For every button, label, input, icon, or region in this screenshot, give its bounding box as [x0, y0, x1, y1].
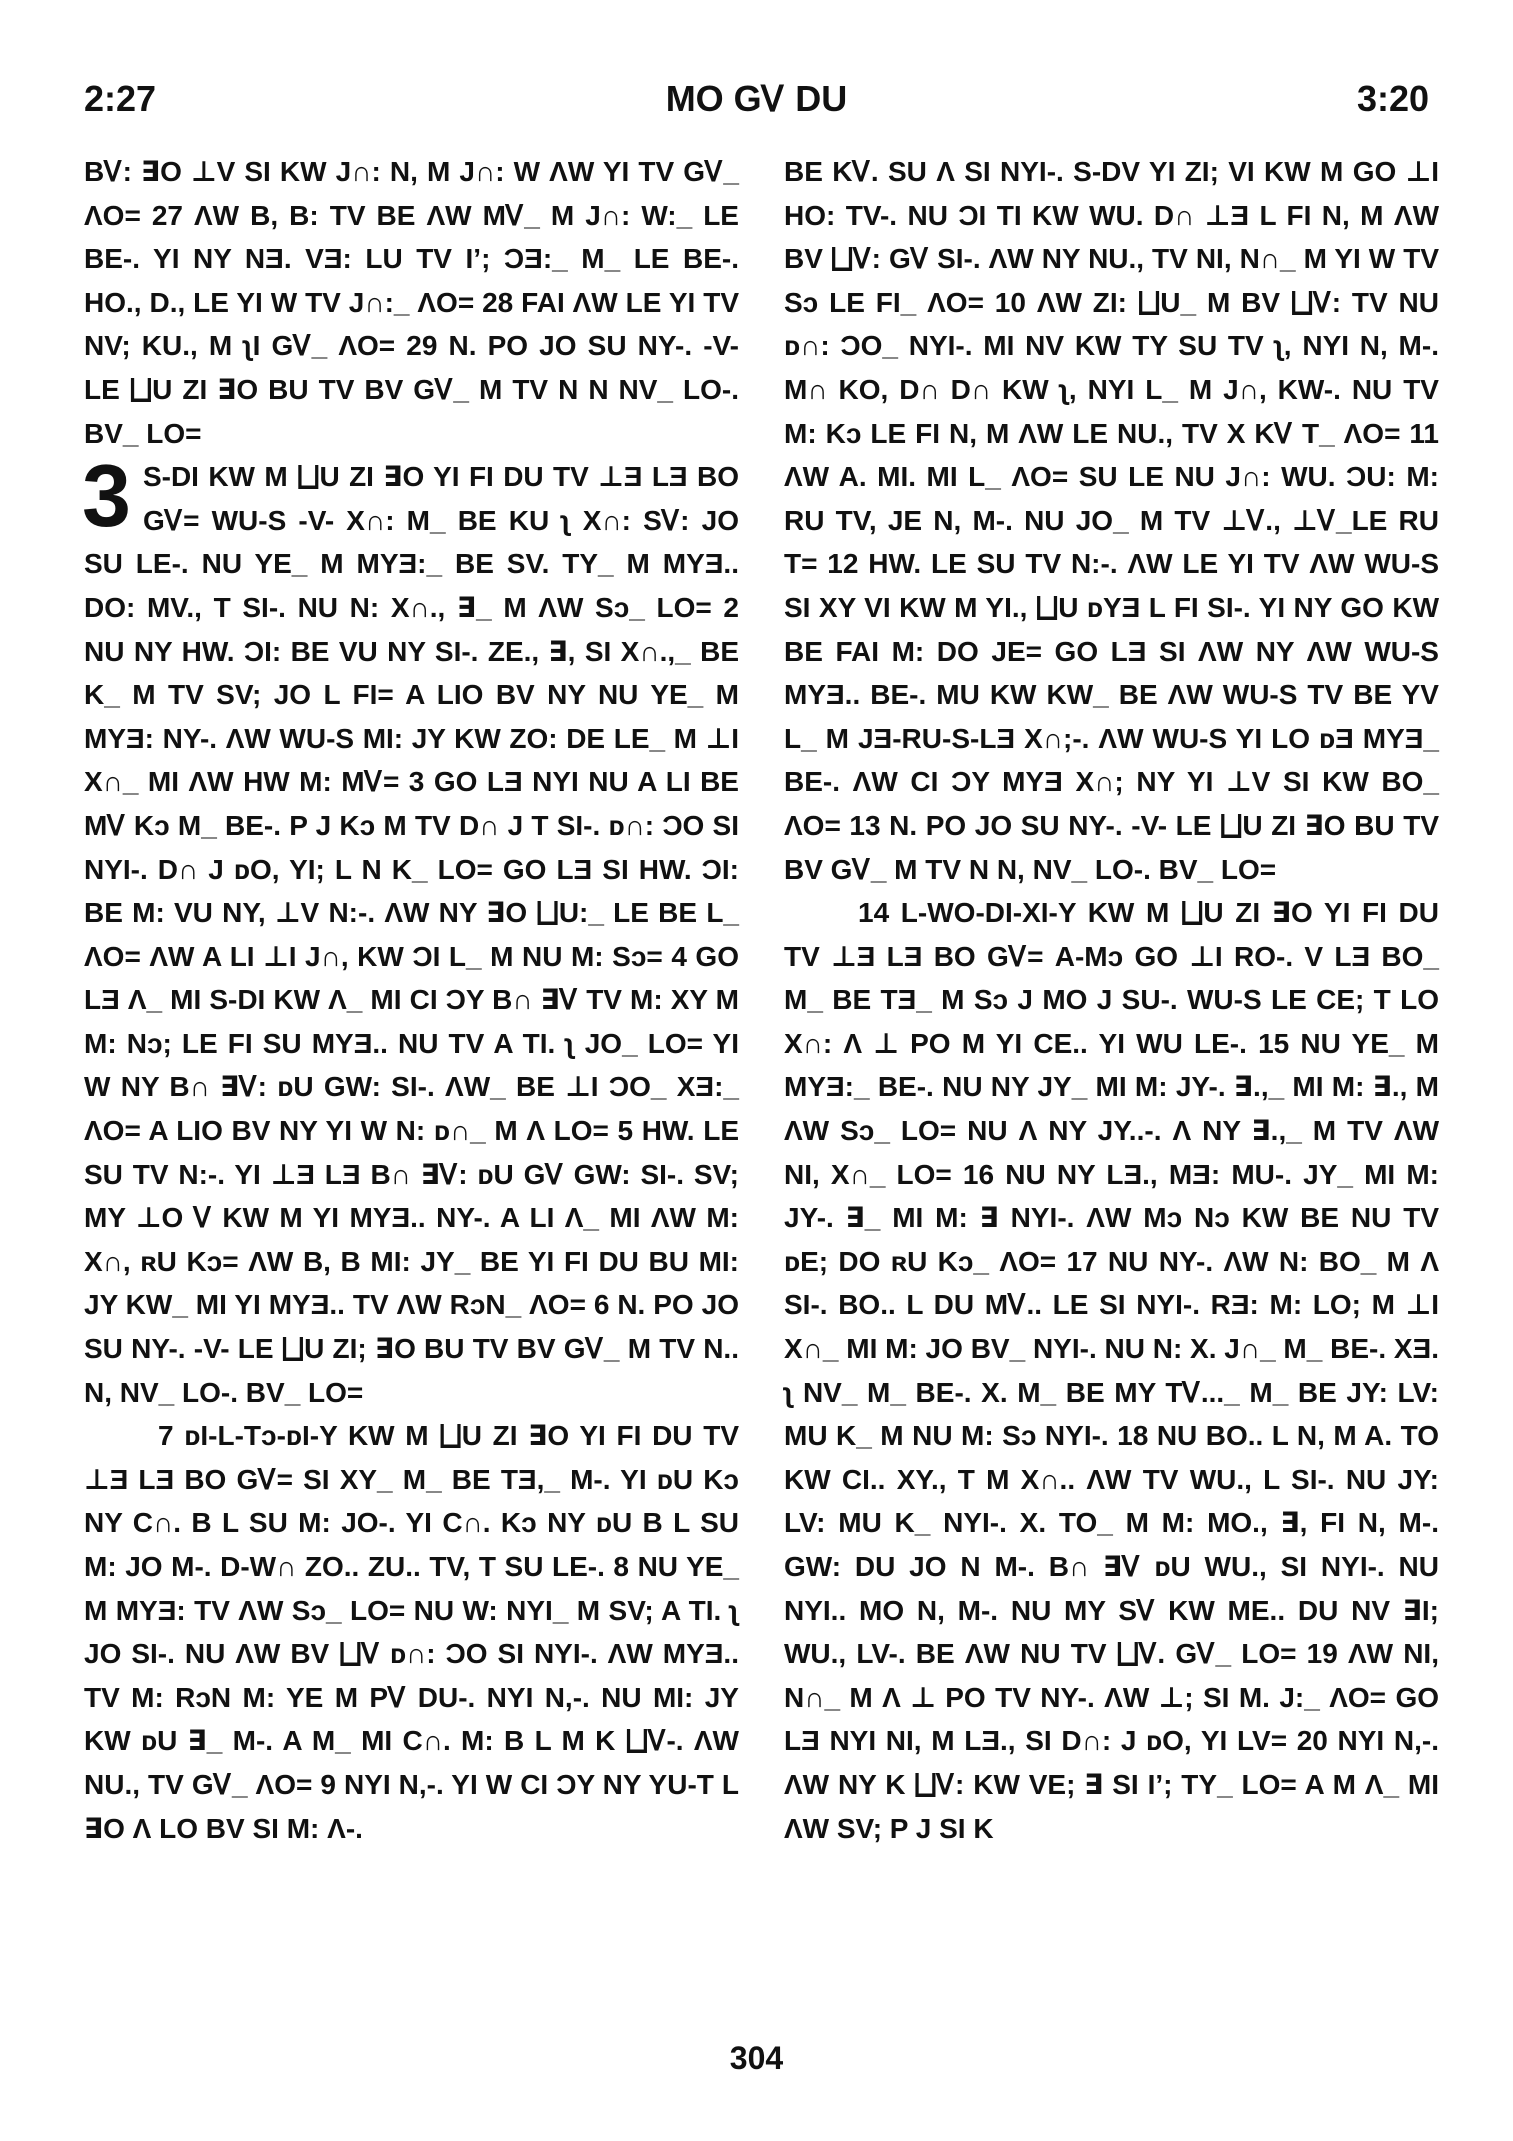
- paragraph: BᏙ: ∃O ⊥V SI KW J∩: N, M J∩: W ΛW YI TV GᏙ_ ΛO= 27 ΛW B, B: TV BE ΛW MᏙ_ M J∩: W:_ LE BE-. YI NY NƎ. VƎ: LU TV Iʼ; ƆƎ:_ M_ LE BE-. HO., D., LE YI W TV J∩:_ ΛO= 28 FAI ΛW LE YI TV NV; KU., M ʅI GᏙ_ ΛO= 29 N. PO JO SU NY-. -V- LE ⨆U ZI ∃O BU TV BV GᏙ_ M TV N N NV_ LO-. BV_ LO=: [84, 156, 739, 449]
- paragraph: 14 L-WO-DI-XI-Y KW M ⨆U ZI ∃O YI FI DU TV ⊥Ǝ LƎ BO GᏙ= A-Mɔ GO ⊥I RO-. V LƎ BO_ M_ BE TƎ_ M Sɔ J MO J SU-. WU-S LE CE; T LO X∩: Λ ⊥ PO M YI CE.. YI WU LE-. 15 NU YE_ M MYƎ:_ BE-. NU NY JY_ MI M: JY-. ∃.,_ MI M: ∃., M ΛW Sɔ_ LO= NU Λ NY JY..-. Λ NY ∃.,_ M TV ΛW NI, X∩_ LO= 16 NU NY LƎ., MƎ: MU-. JY_ MI M: JY-. ∃_ MI M: ∃ NYI-. ΛW Mɔ Nɔ KW BE NU TV ᴅE; DO ʀU Kɔ_ ΛO= 17 NU NY-. ΛW N: BO_ M Λ SI-. BO.. L DU MᏙ.. LE SI NYI-. RƎ: M: LO; M ⊥I X∩_ MI M: JO BV_ NYI-. NU N: X. J∩_ M_ BE-. XƎ. ʅ NV_ M_ BE-. X. M_ BE MY TᏙ..._ M_ BE JY: LV: MU K_ M NU M: Sɔ NYI-. 18 NU BO.. L N, M A. TO KW CI.. XY., T M X∩.. ΛW TV WU., L SI-. NU JY: LV: MU K_ NYI-. X. TO_ M M: MO., ∃, FI N, M-. GW: DU JO N M-. B∩ ∃Ꮩ ᴅU WU., SI NYI-. NU NYI.. MO N, M-. NU MY SᏙ KW ME.. DU NV ∃I; WU., LV-. BE ΛW NU TV ⨆Ꮩ. GᏙ_ LO= 19 ΛW NI, N∩_ M Λ ⊥ PO TV NY-. ΛW ⊥; SI M. J:_ ΛO= GO LƎ NYI NI, M LƎ., SI D∩: J ᴅO, YI LV= 20 NYI N,-. ΛW NY K ⨆Ꮩ: KW VE; ∃ SI Iʼ; TY_ LO= A M Λ_ MI ΛW SV; P J SI K: [784, 897, 1440, 1844]
- book-title: MO GᏙ DU: [665, 78, 848, 119]
- paragraph: BE KᏙ. SU Λ SI NYI-. S-DV YI ZI; VI KW M GO ⊥I HO: TV-. NU ƆI TI KW WU. D∩ ⊥Ǝ L FI N, M ΛW BV ⨆Ꮩ: GᏙ SI-. ΛW NY NU., TV NI, N∩_ M YI W TV Sɔ LE FI_ ΛO= 10 ΛW ZI: ⨆U_ M BV ⨆Ꮩ: TV NU ᴅ∩: ƆO_ NYI-. MI NV KW TY SU TV ʅ, NYI N, M-. M∩ KO, D∩ D∩ KW ʅ, NYI L_ M J∩, KW-. NU TV M: Kɔ LE FI N, M ΛW LE NU., TV X KᏙ T_ ΛO= 11 ΛW A. MI. MI L_ ΛO= SU LE NU J∩: WU. ƆU: M: RU TV, JE N, M-. NU JO_ M TV ⊥Ꮩ., ⊥Ꮩ_LE RU T= 12 HW. LE SU TV N:-. ΛW LE YI TV ΛW WU-S SI XY VI KW M YI., ⨆U ᴅYƎ L FI SI-. YI NY GO KW BE FAI M: DO JE= GO LƎ SI ΛW NY ΛW WU-S MYƎ.. BE-. MU KW KW_ BE ΛW WU-S TV BE YV L_ M JƎ-RU-S-LƎ X∩;-. ΛW WU-S YI LO ᴅƎ MYƎ_ BE-. ΛW CI ƆY MYƎ X∩; NY YI ⊥V SI KW BO_ ΛO= 13 N. PO JO SU NY-. -V- LE ⨆U ZI ∃O BU TV BV GᏙ_ M TV N N, NV_ LO-. BV_ LO=: [784, 156, 1439, 885]
- page-number: 304: [729, 2040, 784, 2076]
- paragraph: 7 ᴅI-L-Tɔ-ᴅI-Y KW M ⨆U ZI ∃O YI FI DU TV ⊥Ǝ LƎ BO GᏙ= SI XY_ M_ BE TƎ,_ M-. YI ᴅU Kɔ NY C∩. B L SU M: JO-. YI C∩. Kɔ NY ᴅU B L SU M: JO M-. D-W∩ ZO.. ZU.. TV, T SU LE-. 8 NU YE_ M MYƎ: TV ΛW Sɔ_ LO= NU W: NYI_ M SV; A TI. ʅ JO SI-. NU ΛW BV ⨆Ꮩ ᴅ∩: ƆO SI NYI-. ΛW MYƎ.. TV M: RɔN M: YE M PᏙ DU-. NYI N,-. NU MI: JY KW ᴅU ∃_ M-. A M_ MI C∩. M: B L M K ⨆Ꮩ-. ΛW NU., TV GᏙ_ ΛO= 9 NYI N,-. YI W CI ƆY NY YU-T L ∃O Λ LO BV SI M: Λ-.: [84, 1420, 739, 1844]
- chapter-paragraph: [82, 446, 739, 1414]
- chapter-text: S-DI KW M ⨆U ZI ∃O YI FI DU TV ⊥Ǝ LƎ BO GᏙ= WU-S -V- X∩: M_ BE KU ʅ X∩: SᏙ: JO SU LE-. NU YE_ M MYƎ:_ BE SV. TY_ M MYƎ.. DO: MV., T SI-. NU N: X∩., ∃_ M ΛW Sɔ_ LO= 2 NU NY HW. ƆI: BE VU NY SI-. ZE., ∃, SI X∩.,_ BE K_ M TV SV; JO L FI= A LIO BV NY NU YE_ M MYƎ: NY-. ΛW WU-S MI: JY KW ZO: DE LE_ M ⊥I X∩_ MI ΛW HW M: MᏙ= 3 GO LƎ NYI NU A LI BE MᏙ Kɔ M_ BE-. P J Kɔ M TV D∩ J T SI-. ᴅ∩: ƆO SI NYI-. D∩ J ᴅO, YI; L N K_ LO= GO LƎ SI HW. ƆI: BE M: VU NY, ⊥V N:-. ΛW NY ∃O ⨆U:_ LE BE L_ ΛO= ΛW A LI ⊥I J∩, KW ƆI L_ M NU M: Sɔ= 4 GO LƎ Λ_ MI S-DI KW Λ_ MI CI ƆY B∩ ∃Ꮩ TV M: XY M M: Nɔ; LE FI SU MYƎ.. NU TV A TI. ʅ JO_ LO= YI W NY B∩ ∃Ꮩ: ᴅU GW: SI-. ΛW_ BE ⊥I ƆO_ XƎ:_ ΛO= A LIO BV NY YI W N: ᴅ∩_ M Λ LO= 5 HW. LE SU TV N:-. YI ⊥Ǝ LƎ B∩ ∃Ꮩ: ᴅU GᏙ GW: SI-. SV; MY ⊥O Ꮩ KW M YI MYƎ.. NY-. A LI Λ_ MI ΛW M: X∩, ʀU Kɔ= ΛW B, B MI: JY_ BE YI FI DU BU MI: JY KW_ MI YI MYƎ.. TV ΛW RɔN_ ΛO= 6 N. PO JO SU NY-. -V- LE ⨆U ZI; ∃O BU TV BV GᏙ_ M TV N.. N, NV_ LO-. BV_ LO=: [84, 461, 739, 1408]
- chapter-verse-end: 3:20: [1356, 78, 1429, 119]
- right-column: [784, 150, 1439, 1850]
- chapter-verse-start: 2:27: [84, 78, 157, 119]
- page-header: [84, 78, 1429, 122]
- chapter-number-dropcap: 3: [82, 446, 131, 546]
- left-column: [84, 150, 739, 1850]
